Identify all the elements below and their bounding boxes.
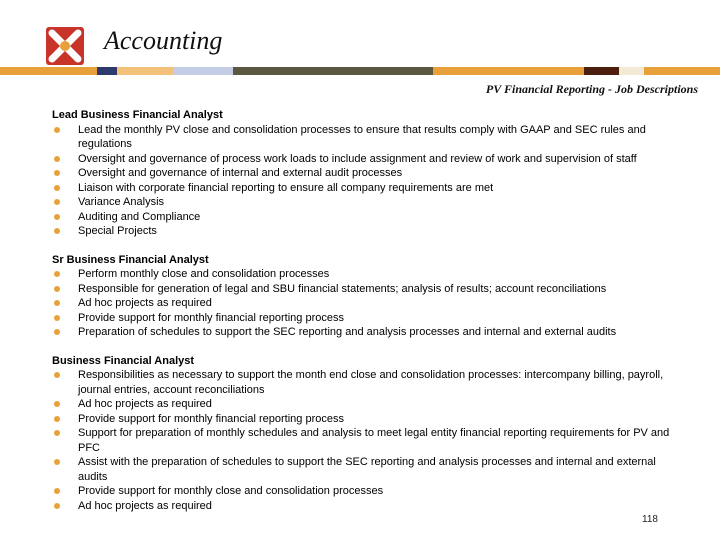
bullet-icon [54, 271, 60, 277]
list-item: Ad hoc projects as required [52, 397, 677, 412]
list-item: Preparation of schedules to support the SEC reporting and analysis processes and internal and external audits [52, 325, 677, 340]
list-item: Responsible for generation of legal and SBU financial statements; analysis of results; account reconciliations [52, 282, 677, 297]
bullet-icon [54, 416, 60, 422]
job-descriptions [52, 108, 677, 527]
page-subtitle: PV Financial Reporting - Job Descriptions [485, 82, 698, 96]
list-item: Provide support for monthly financial reporting process [52, 311, 677, 326]
page-number: 118 [642, 514, 658, 525]
bullet-icon [54, 228, 60, 234]
bullet-icon [54, 286, 60, 292]
list-item: Special Projects [52, 224, 677, 239]
list-item: Ad hoc projects as required [52, 296, 677, 311]
bullet-icon [54, 459, 60, 465]
bullet-icon [54, 214, 60, 220]
section-business-analyst [52, 354, 677, 514]
list-item: Lead the monthly PV close and consolidation processes to ensure that results comply with GAAP and SEC rules and regulations [52, 123, 677, 152]
section-sr-analyst [52, 253, 677, 340]
list-item: Oversight and governance of process work loads to include assignment and review of work and supervision of staff [52, 152, 677, 167]
bullet-icon [54, 315, 60, 321]
bullet-icon [54, 156, 60, 162]
section-heading: Lead Business Financial Analyst [52, 109, 223, 121]
list-item: Liaison with corporate financial reporting to ensure all company requirements are met [52, 181, 677, 196]
bullet-icon [54, 503, 60, 509]
list-item: Responsibilities as necessary to support the month end close and consolidation processes: intercompany billing, payroll, journal entries, account reconciliations [52, 368, 677, 397]
list-item: Provide support for monthly financial reporting process [52, 412, 677, 427]
list-item: Perform monthly close and consolidation processes [52, 267, 677, 282]
list-item: Auditing and Compliance [52, 210, 677, 225]
bullet-icon [54, 430, 60, 436]
list-item: Oversight and governance of internal and external audit processes [52, 166, 677, 181]
company-logo-icon [44, 25, 86, 67]
bullet-icon [54, 372, 60, 378]
bullet-icon [54, 401, 60, 407]
bullet-icon [54, 488, 60, 494]
list-item: Assist with the preparation of schedules to support the SEC reporting and analysis processes and internal and external audits [52, 455, 677, 484]
section-heading: Sr Business Financial Analyst [52, 253, 209, 266]
bullet-icon [54, 185, 60, 191]
bullet-icon [54, 127, 60, 133]
list-item: Support for preparation of monthly schedules and analysis to meet legal entity financial reporting requirements for PV and PFC [52, 426, 677, 455]
list-item: Ad hoc projects as required [52, 499, 677, 514]
bullet-icon [54, 170, 60, 176]
list-item: Provide support for monthly close and consolidation processes [52, 484, 677, 499]
list-item: Variance Analysis [52, 195, 677, 210]
page-title: Accounting [104, 26, 223, 55]
bullet-icon [54, 329, 60, 335]
bullet-icon [54, 199, 60, 205]
bullet-icon [54, 300, 60, 306]
header-color-stripe [0, 67, 720, 75]
section-lead-analyst [52, 108, 677, 239]
section-heading: Business Financial Analyst [52, 354, 195, 367]
